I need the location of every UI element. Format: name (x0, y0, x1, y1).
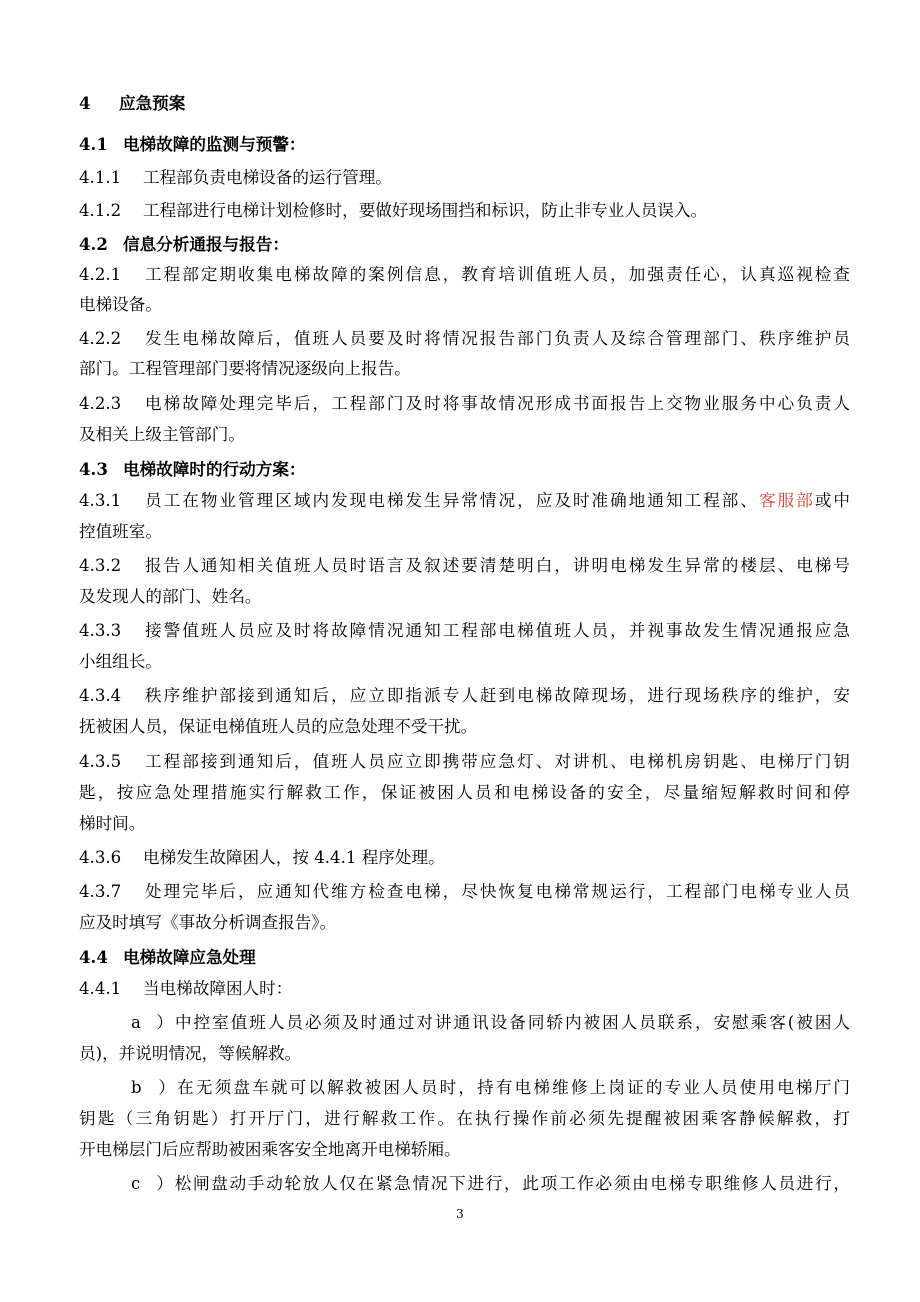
clause-number: 4.1.1 (79, 168, 122, 187)
clause-number: 4.3.1 (79, 491, 122, 510)
item-b-line-1 (131, 1077, 850, 1099)
clause-4-3-1-line-1 (79, 490, 850, 512)
clause-4-3-7-line-2: 应及时填写《事故分析调查报告》。 (79, 913, 337, 932)
clause-number: 4.1.2 (79, 201, 122, 220)
section-number: 4 (79, 93, 91, 113)
clause-text: 工程部负责电梯设备的运行管理。 (143, 168, 392, 187)
item-label: c） (131, 1174, 173, 1193)
clause-4-3-3-line-1 (79, 620, 850, 642)
clause-4-2-1-line-1 (79, 264, 850, 286)
item-text: 在无须盘车就可以解救被困人员时，持有电梯维修上岗证的专业人员使用电梯厅门 (175, 1078, 850, 1097)
clause-4-4-1 (79, 978, 850, 1000)
clause-number: 4.3.2 (79, 556, 122, 575)
clause-text: 工程部进行电梯计划检修时，要做好现场围挡和标识，防止非专业人员误入。 (143, 201, 708, 220)
item-b-line-3: 开电梯层门后应帮助被困乘客安全地离开电梯轿厢。 (79, 1140, 461, 1159)
clause-number: 4.3.7 (79, 882, 122, 901)
section-title: 电梯故障应急处理 (123, 947, 256, 967)
clause-4-2-3-line-1 (79, 393, 850, 415)
page-number: 3 (456, 1207, 464, 1221)
clause-text: 接警值班人员应及时将故障情况通知工程部电梯值班人员，并视事故发生情况通报应急 (143, 621, 850, 640)
clause-4-1-1 (79, 167, 850, 189)
clause-text: 工程部接到通知后，值班人员应立即携带应急灯、对讲机、电梯机房钥匙、电梯厅门钥 (143, 752, 850, 771)
clause-number: 4.2.3 (79, 394, 122, 413)
clause-4-2-1-line-2: 电梯设备。 (79, 295, 162, 314)
section-number: 4.3 (79, 459, 108, 479)
clause-4-3-5-line-3: 梯时间。 (79, 814, 146, 833)
clause-4-3-2-line-2: 及发现人的部门、姓名。 (79, 587, 262, 606)
clause-4-2-2-line-1 (79, 328, 850, 350)
clause-number: 4.4.1 (79, 979, 122, 998)
clause-text: 处理完毕后，应通知代维方检查电梯，尽快恢复电梯常规运行，工程部门电梯专业人员 (143, 882, 850, 901)
section-4-3-heading (79, 458, 850, 480)
item-a-line-2: 员)，并说明情况，等候解救。 (79, 1044, 302, 1063)
clause-number: 4.2.1 (79, 265, 122, 284)
clause-4-3-6 (79, 847, 850, 869)
clause-4-3-7-line-1 (79, 881, 850, 903)
clause-number: 4.2.2 (79, 329, 122, 348)
section-title: 电梯故障的监测与预警： (123, 134, 306, 154)
clause-text: 发生电梯故障后，值班人员要及时将情况报告部门负责人及综合管理部门、秩序维护员 (143, 329, 850, 348)
clause-number: 4.3.5 (79, 752, 122, 771)
clause-4-3-3-line-2: 小组组长。 (79, 652, 162, 671)
item-c-line-1 (131, 1173, 850, 1195)
item-text: 中控室值班人员必须及时通过对讲通讯设备同轿内被困人员联系，安慰乘客(被困人 (173, 1013, 850, 1032)
section-4-heading (79, 92, 850, 114)
clause-text: 报告人通知相关值班人员时语言及叙述要清楚明白，讲明电梯发生异常的楼层、电梯号 (143, 556, 850, 575)
section-number: 4.2 (79, 234, 108, 254)
clause-number: 4.3.4 (79, 686, 122, 705)
item-a-line-1 (131, 1012, 850, 1034)
clause-4-2-2-line-2: 部门。工程管理部门要将情况逐级向上报告。 (79, 359, 411, 378)
clause-text: 员工在物业管理区域内发现电梯发生异常情况，应及时准确地通知工程部、 (143, 491, 759, 510)
section-4-1-heading (79, 133, 850, 155)
item-label: a） (131, 1013, 173, 1032)
section-title: 应急预案 (119, 93, 186, 113)
clause-text: 电梯发生故障困人，按 4.4.1 程序处理。 (143, 848, 445, 867)
section-number: 4.1 (79, 134, 108, 154)
item-label: b） (131, 1078, 175, 1097)
clause-4-3-4-line-1 (79, 685, 850, 707)
clause-text: 电梯故障处理完毕后，工程部门及时将事故情况形成书面报告上交物业服务中心负责人 (143, 394, 850, 413)
clause-text-end: 或中 (814, 491, 851, 510)
clause-4-2-3-line-2: 及相关上级主管部门。 (79, 425, 245, 444)
clause-number: 4.3.3 (79, 621, 122, 640)
section-title: 电梯故障时的行动方案： (123, 459, 306, 479)
clause-4-3-1-line-2: 控值班室。 (79, 522, 162, 541)
section-4-4-heading (79, 946, 850, 968)
highlighted-department: 客服部 (758, 491, 815, 510)
clause-4-1-2 (79, 200, 850, 222)
section-title: 信息分析通报与报告： (123, 234, 289, 254)
clause-text: 秩序维护部接到通知后，应立即指派专人赶到电梯故障现场，进行现场秩序的维护，安 (143, 686, 850, 705)
clause-4-3-4-line-2: 抚被困人员，保证电梯值班人员的应急处理不受干扰。 (79, 717, 478, 736)
clause-4-3-2-line-1 (79, 555, 850, 577)
clause-4-3-5-line-1 (79, 751, 850, 773)
item-b-line-2: 钥匙（三角钥匙）打开厅门，进行解救工作。在执行操作前必须先提醒被困乘客静候解救，打 (79, 1109, 850, 1128)
section-4-2-heading (79, 233, 850, 255)
item-text: 松闸盘动手动轮放人仅在紧急情况下进行，此项工作必须由电梯专职维修人员进行， (173, 1174, 850, 1193)
clause-4-3-5-line-2: 匙，按应急处理措施实行解救工作，保证被困人员和电梯设备的安全，尽量缩短解救时间和停 (79, 783, 850, 802)
clause-text: 当电梯故障困人时： (143, 979, 293, 998)
clause-number: 4.3.6 (79, 848, 122, 867)
clause-text: 工程部定期收集电梯故障的案例信息，教育培训值班人员，加强责任心，认真巡视检查 (143, 265, 850, 284)
section-number: 4.4 (79, 947, 108, 967)
